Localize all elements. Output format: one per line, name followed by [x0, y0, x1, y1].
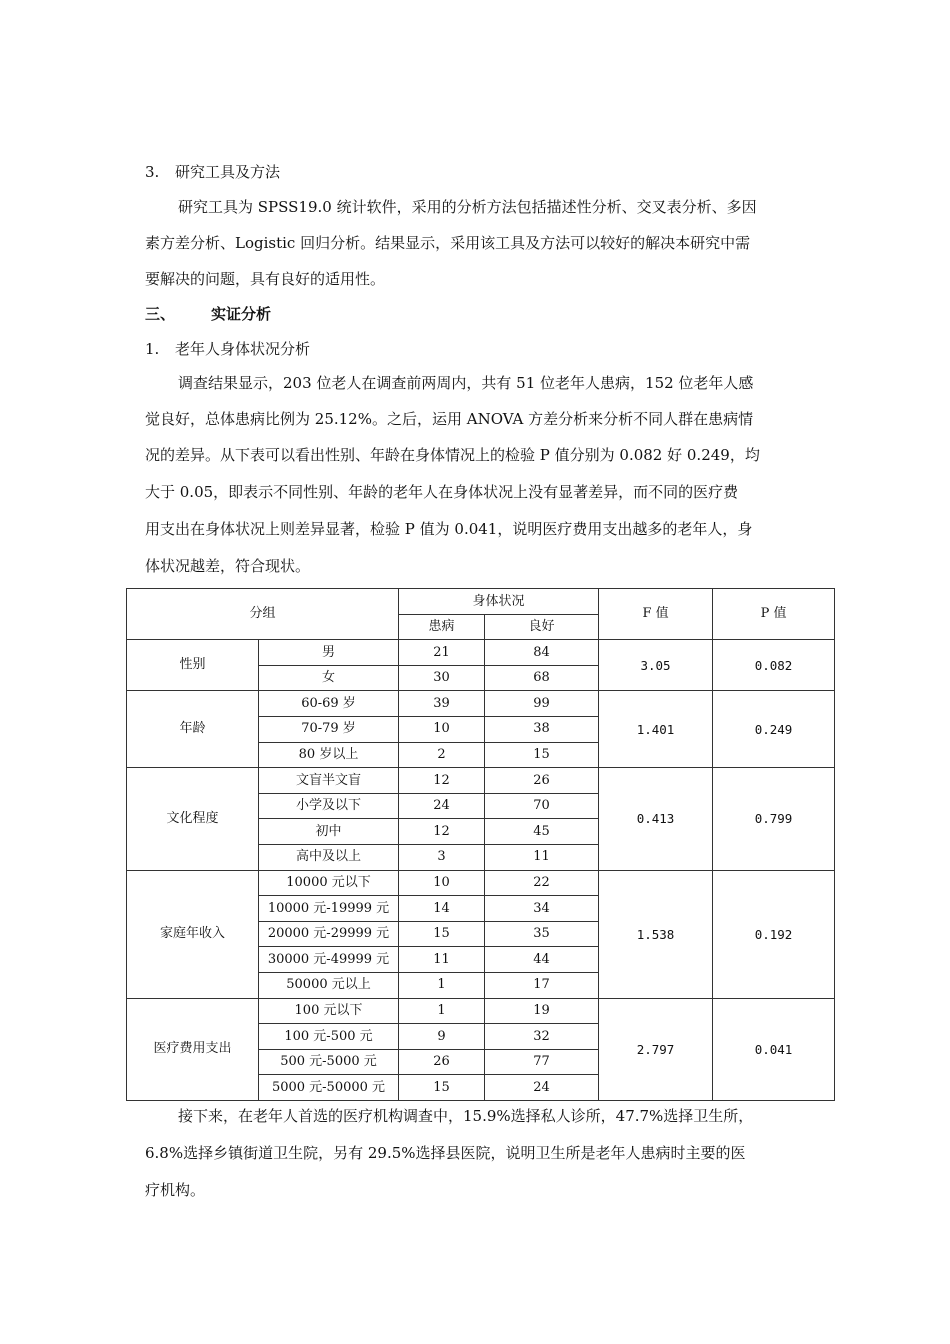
row-label: 50000 元以上	[259, 972, 399, 998]
row-label: 10000 元以下	[259, 870, 399, 896]
f-value: 2.797	[599, 998, 713, 1100]
tools-heading-number: 3.	[145, 163, 160, 181]
sick-count: 1	[399, 972, 485, 998]
good-count: 45	[485, 819, 599, 845]
good-count: 77	[485, 1049, 599, 1075]
closing-paragraph-line: 疗机构。	[145, 1181, 206, 1199]
p-value: 0.041	[713, 998, 835, 1100]
good-count: 15	[485, 742, 599, 768]
header-p-value: P 值	[713, 589, 835, 640]
header-sick: 患病	[399, 614, 485, 640]
row-label: 60-69 岁	[259, 691, 399, 717]
table-row	[127, 640, 835, 666]
sick-count: 39	[399, 691, 485, 717]
tools-heading-text: 研究工具及方法	[175, 163, 281, 181]
group-name: 性别	[127, 640, 259, 691]
good-count: 32	[485, 1024, 599, 1050]
analysis-paragraph-line: 觉良好，总体患病比例为 25.12%。之后，运用 ANOVA 方差分析来分析不同人群在患病情	[145, 410, 754, 428]
good-count: 34	[485, 896, 599, 922]
sick-count: 21	[399, 640, 485, 666]
tools-paragraph-line: 素方差分析、Logistic 回归分析。结果显示，采用该工具及方法可以较好的解决本研究中需	[145, 234, 751, 252]
f-value: 0.413	[599, 768, 713, 870]
sick-count: 9	[399, 1024, 485, 1050]
sub-heading	[145, 338, 310, 359]
row-label: 100 元-500 元	[259, 1024, 399, 1050]
row-label: 100 元以下	[259, 998, 399, 1024]
sick-count: 15	[399, 921, 485, 947]
good-count: 17	[485, 972, 599, 998]
table-row	[127, 691, 835, 717]
good-count: 11	[485, 844, 599, 870]
good-count: 68	[485, 665, 599, 691]
row-label: 高中及以上	[259, 844, 399, 870]
tools-paragraph-line: 要解决的问题，具有良好的适用性。	[145, 270, 386, 288]
f-value: 1.538	[599, 870, 713, 998]
row-label: 20000 元-29999 元	[259, 921, 399, 947]
f-value: 1.401	[599, 691, 713, 768]
closing-paragraph-line: 6.8%选择乡镇街道卫生院，另有 29.5%选择县医院，说明卫生所是老年人患病时主要的医	[145, 1144, 746, 1162]
p-value: 0.799	[713, 768, 835, 870]
row-label: 文盲半文盲	[259, 768, 399, 794]
table-row	[127, 998, 835, 1024]
sick-count: 12	[399, 768, 485, 794]
health-status-table	[126, 588, 835, 1101]
row-label: 70-79 岁	[259, 716, 399, 742]
row-label: 5000 元-50000 元	[259, 1075, 399, 1101]
header-health-status: 身体状况	[399, 589, 599, 615]
tools-paragraph-line: 研究工具为 SPSS19.0 统计软件，采用的分析方法包括描述性分析、交叉表分析、多因	[178, 198, 757, 216]
sick-count: 2	[399, 742, 485, 768]
header-f-value: F 值	[599, 589, 713, 640]
good-count: 70	[485, 793, 599, 819]
p-value: 0.082	[713, 640, 835, 691]
row-label: 男	[259, 640, 399, 666]
sick-count: 10	[399, 716, 485, 742]
sick-count: 12	[399, 819, 485, 845]
good-count: 24	[485, 1075, 599, 1101]
good-count: 26	[485, 768, 599, 794]
closing-paragraph-line: 接下来，在老年人首选的医疗机构调查中，15.9%选择私人诊所，47.7%选择卫生所，	[178, 1107, 754, 1125]
row-label: 30000 元-49999 元	[259, 947, 399, 973]
tools-heading	[145, 161, 280, 182]
p-value: 0.192	[713, 870, 835, 998]
p-value: 0.249	[713, 691, 835, 768]
sick-count: 15	[399, 1075, 485, 1101]
analysis-paragraph-line: 大于 0.05，即表示不同性别、年龄的老年人在身体状况上没有显著差异，而不同的医疗费	[145, 483, 739, 501]
sick-count: 26	[399, 1049, 485, 1075]
sub-heading-number: 1.	[145, 340, 160, 358]
good-count: 19	[485, 998, 599, 1024]
header-good: 良好	[485, 614, 599, 640]
good-count: 38	[485, 716, 599, 742]
analysis-paragraph-line: 用支出在身体状况上则差异显著，检验 P 值为 0.041，说明医疗费用支出越多的老年人，身	[145, 520, 753, 538]
sub-heading-text: 老年人身体状况分析	[175, 340, 311, 358]
group-name: 年龄	[127, 691, 259, 768]
table-header-row	[127, 589, 835, 615]
row-label: 10000 元-19999 元	[259, 896, 399, 922]
sick-count: 11	[399, 947, 485, 973]
sick-count: 1	[399, 998, 485, 1024]
f-value: 3.05	[599, 640, 713, 691]
analysis-paragraph-line: 体状况越差，符合现状。	[145, 557, 311, 575]
sick-count: 14	[399, 896, 485, 922]
analysis-paragraph-line: 况的差异。从下表可以看出性别、年龄在身体情况上的检验 P 值分别为 0.082 好 0.249，均	[145, 446, 760, 464]
good-count: 35	[485, 921, 599, 947]
group-name: 医疗费用支出	[127, 998, 259, 1100]
part-heading	[145, 303, 271, 324]
sick-count: 24	[399, 793, 485, 819]
row-label: 小学及以下	[259, 793, 399, 819]
group-name: 文化程度	[127, 768, 259, 870]
good-count: 84	[485, 640, 599, 666]
row-label: 80 岁以上	[259, 742, 399, 768]
row-label: 初中	[259, 819, 399, 845]
part-heading-text: 实证分析	[211, 305, 272, 323]
header-group: 分组	[127, 589, 399, 640]
sick-count: 3	[399, 844, 485, 870]
row-label: 500 元-5000 元	[259, 1049, 399, 1075]
good-count: 44	[485, 947, 599, 973]
part-heading-number: 三、	[145, 305, 176, 323]
group-name: 家庭年收入	[127, 870, 259, 998]
table-row	[127, 768, 835, 794]
analysis-paragraph-line: 调查结果显示，203 位老人在调查前两周内，共有 51 位老年人患病，152 位老年人感	[178, 374, 754, 392]
good-count: 22	[485, 870, 599, 896]
sick-count: 30	[399, 665, 485, 691]
sick-count: 10	[399, 870, 485, 896]
good-count: 99	[485, 691, 599, 717]
table-row	[127, 870, 835, 896]
row-label: 女	[259, 665, 399, 691]
